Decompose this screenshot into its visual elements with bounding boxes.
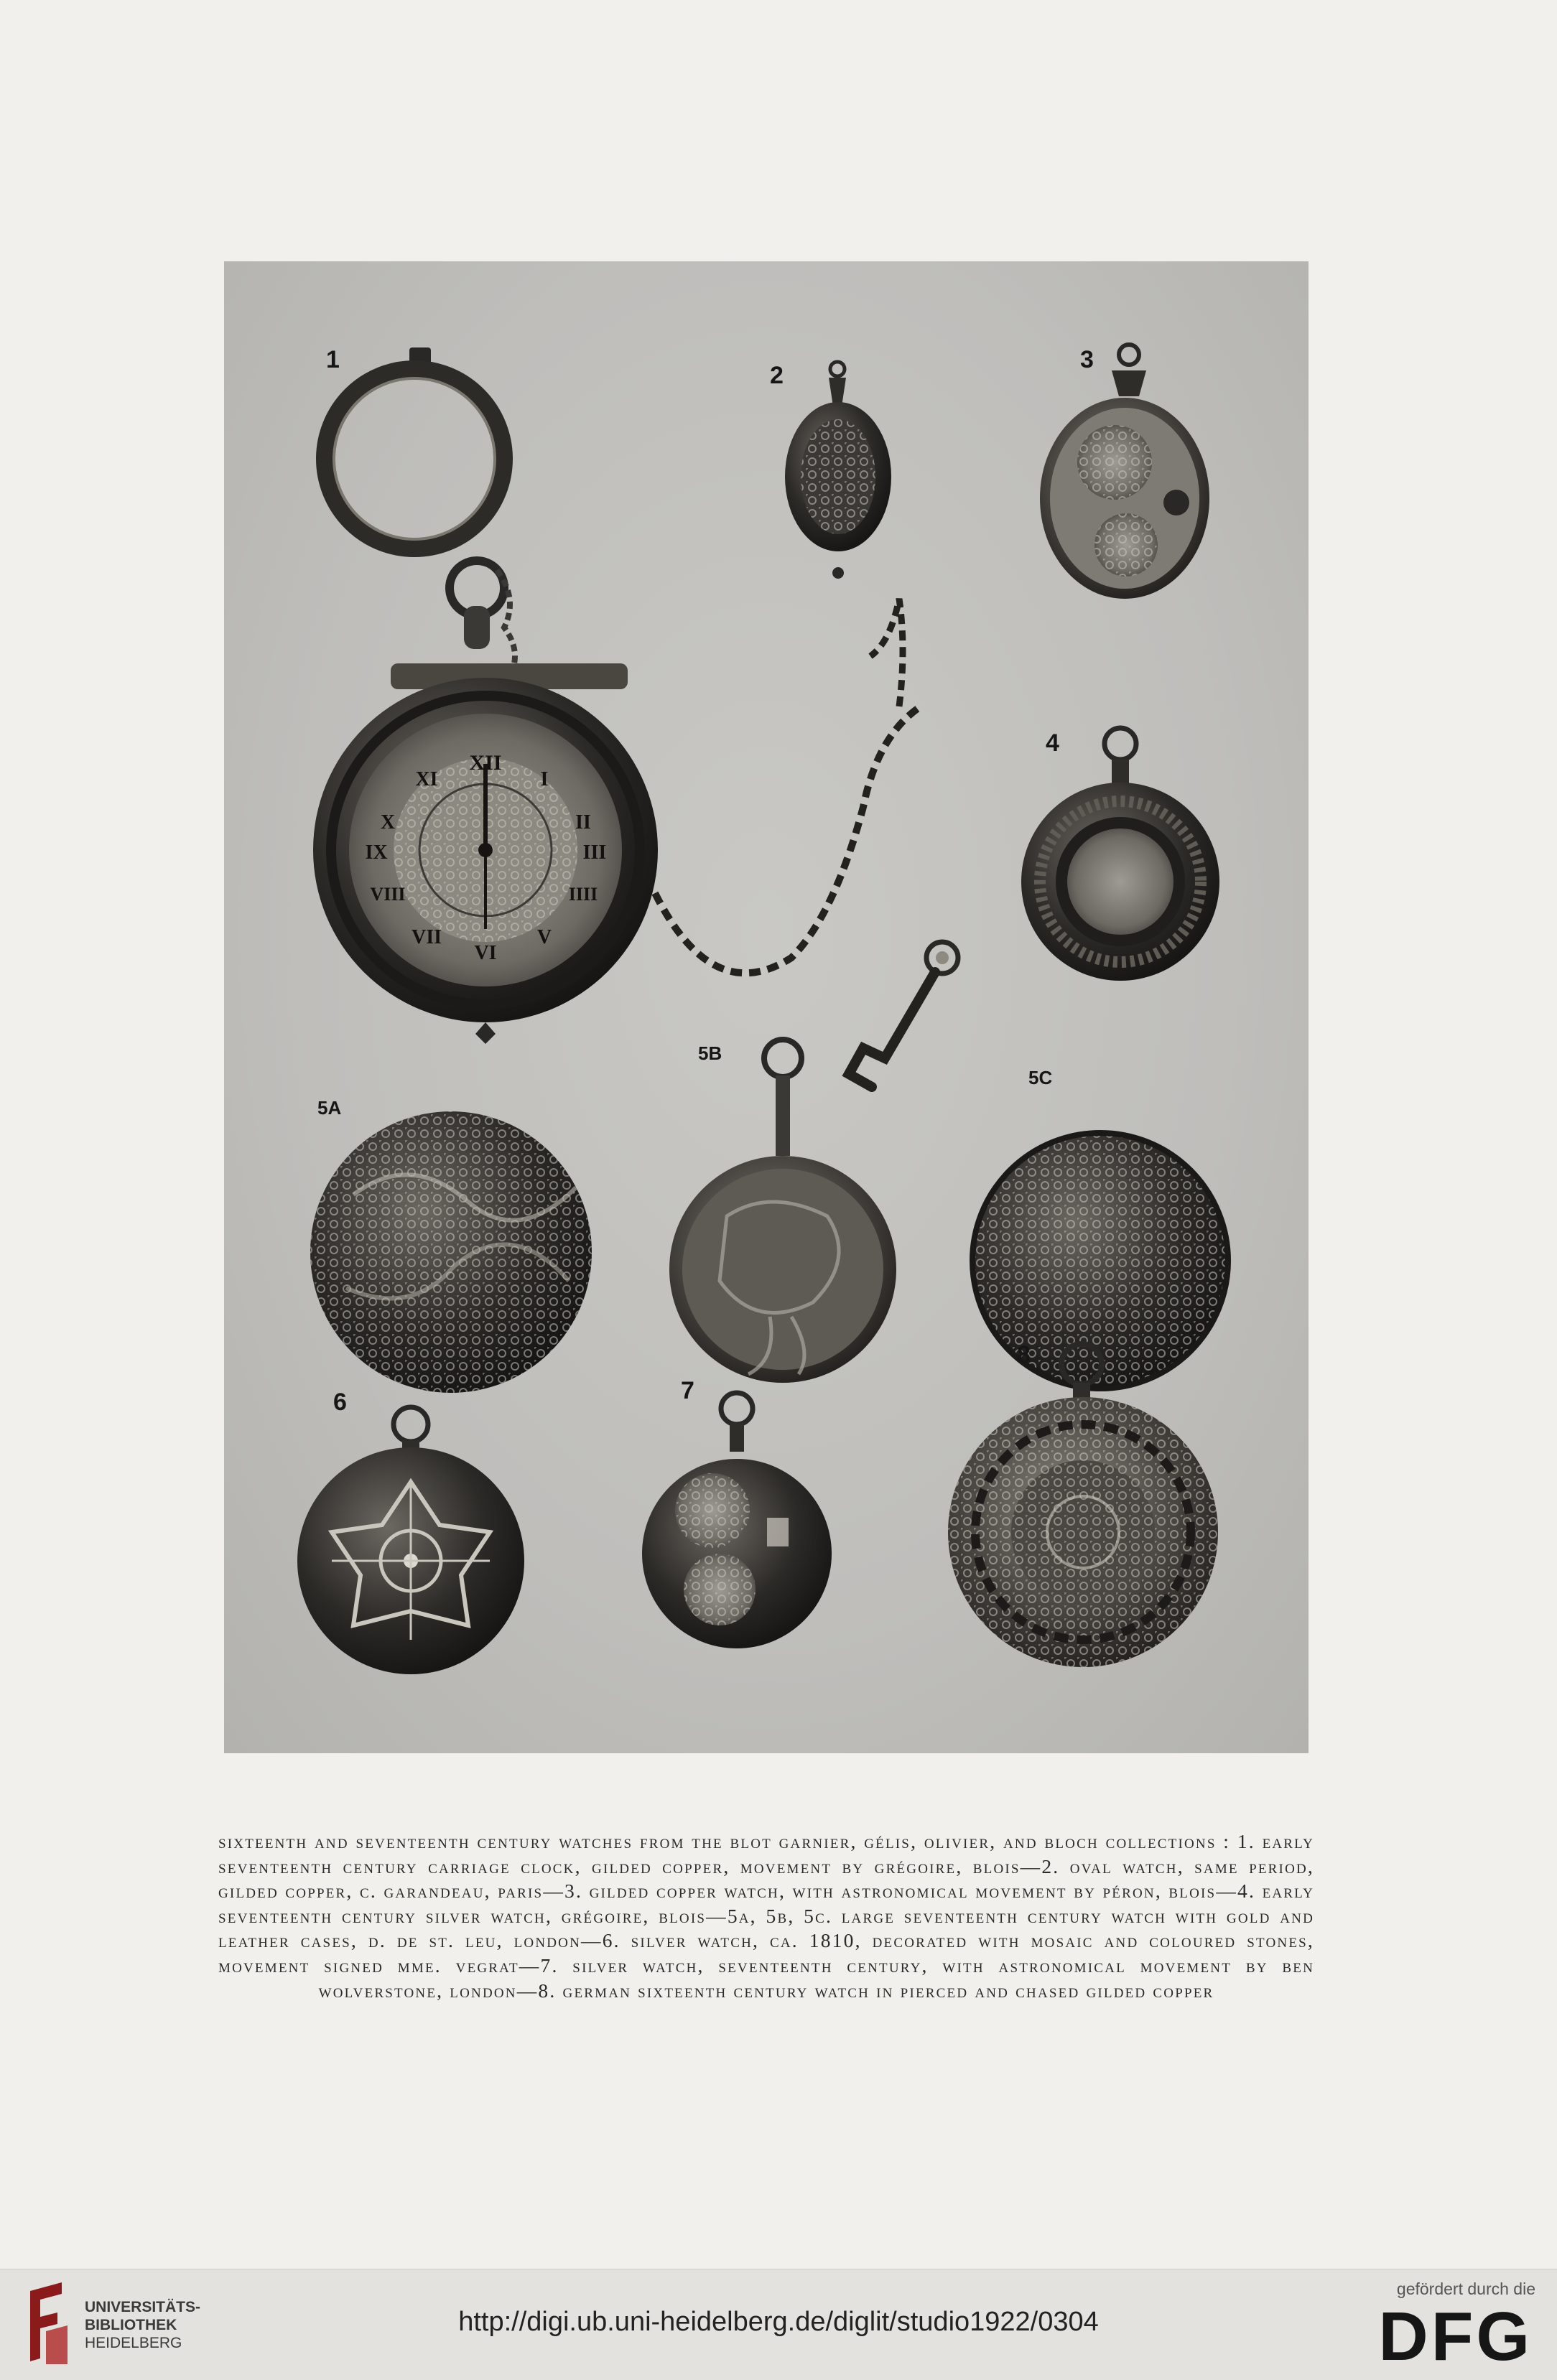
figure-label-1: 1 — [326, 346, 340, 373]
figure-label-3: 3 — [1080, 346, 1094, 373]
numeral-xi: XI — [415, 768, 438, 790]
figure-label-5c: 5C — [1028, 1067, 1053, 1088]
photo-plate — [224, 261, 1309, 1753]
watch-5b-gold-case — [669, 1040, 896, 1383]
figure-label-5b: 5B — [698, 1042, 722, 1064]
numeral-x: X — [380, 811, 396, 834]
library-name-line-1: UNIVERSITÄTS- — [85, 2299, 201, 2315]
numeral-viii: VIII — [370, 884, 406, 905]
watch-1-carriage-clock — [313, 347, 658, 1044]
footer-bar — [0, 2269, 1557, 2380]
watch-4-silver — [1021, 728, 1219, 981]
plate-caption: sixteenth and seventeenth century watches from the blot garnier, gélis, olivier, and bloch collections : 1. early seventeenth century carriage clock, gilded copper, movement by grégoire, blois—2. oval watch, same period, gilded copper, c. garandeau, paris—3. gilded copper watch, with astronomical movement by péron, blois—4. early seventeenth century silver watch, grégoire, blois—5a, 5b, 5c. large seventeenth century watch with gold and leather cases, d. de st. leu, london—6. silver watch, ca. 1810, decorated with mosaic and coloured stones, movement signed mme. vegrat—7. silver watch, seventeenth century, with astronomical movement by ben wolverstone, london—8. german sixteenth century watch in pierced and chased gilded copper — [218, 1830, 1314, 2002]
numeral-i: I — [540, 768, 549, 790]
numeral-v: V — [536, 926, 552, 948]
numeral-vii: VII — [411, 926, 442, 948]
figure-label-6: 6 — [333, 1389, 347, 1416]
watch-6-mosaic — [297, 1407, 524, 1674]
watches-illustration — [224, 261, 1309, 1753]
numeral-iiii: IIII — [568, 884, 598, 905]
library-name-line-2: BIBLIOTHEK — [85, 2317, 177, 2333]
figure-label-7: 7 — [681, 1377, 694, 1404]
numeral-ii: II — [575, 811, 591, 834]
numeral-xii: XII — [469, 751, 502, 775]
watch-7-astronomical — [642, 1393, 832, 1648]
watch-2-oval — [785, 362, 891, 579]
watch-5a-chased-case — [310, 1111, 592, 1393]
figure-label-2: 2 — [770, 362, 784, 389]
figure-label-5a: 5A — [317, 1097, 342, 1119]
dfg-logo[interactable]: DFG — [1378, 2298, 1533, 2375]
numeral-vi: VI — [474, 942, 497, 964]
funded-by-label: gefördert durch die — [1396, 2279, 1535, 2298]
numeral-iii: III — [582, 841, 607, 864]
figure-label-4: 4 — [1046, 729, 1059, 757]
watch-5c-pierced-case — [972, 1133, 1228, 1389]
watch-3-astronomical — [1040, 345, 1209, 599]
library-name-line-3: HEIDELBERG — [85, 2335, 182, 2351]
numeral-ix: IX — [365, 841, 388, 864]
chain-and-key — [655, 599, 958, 1087]
watch-8-german-pierced — [948, 1344, 1218, 1667]
document-url-link[interactable]: http://digi.ub.uni-heidelberg.de/diglit/studio1922/0304 — [458, 2307, 1099, 2337]
figure-label-8: 8 — [1017, 1341, 1031, 1368]
